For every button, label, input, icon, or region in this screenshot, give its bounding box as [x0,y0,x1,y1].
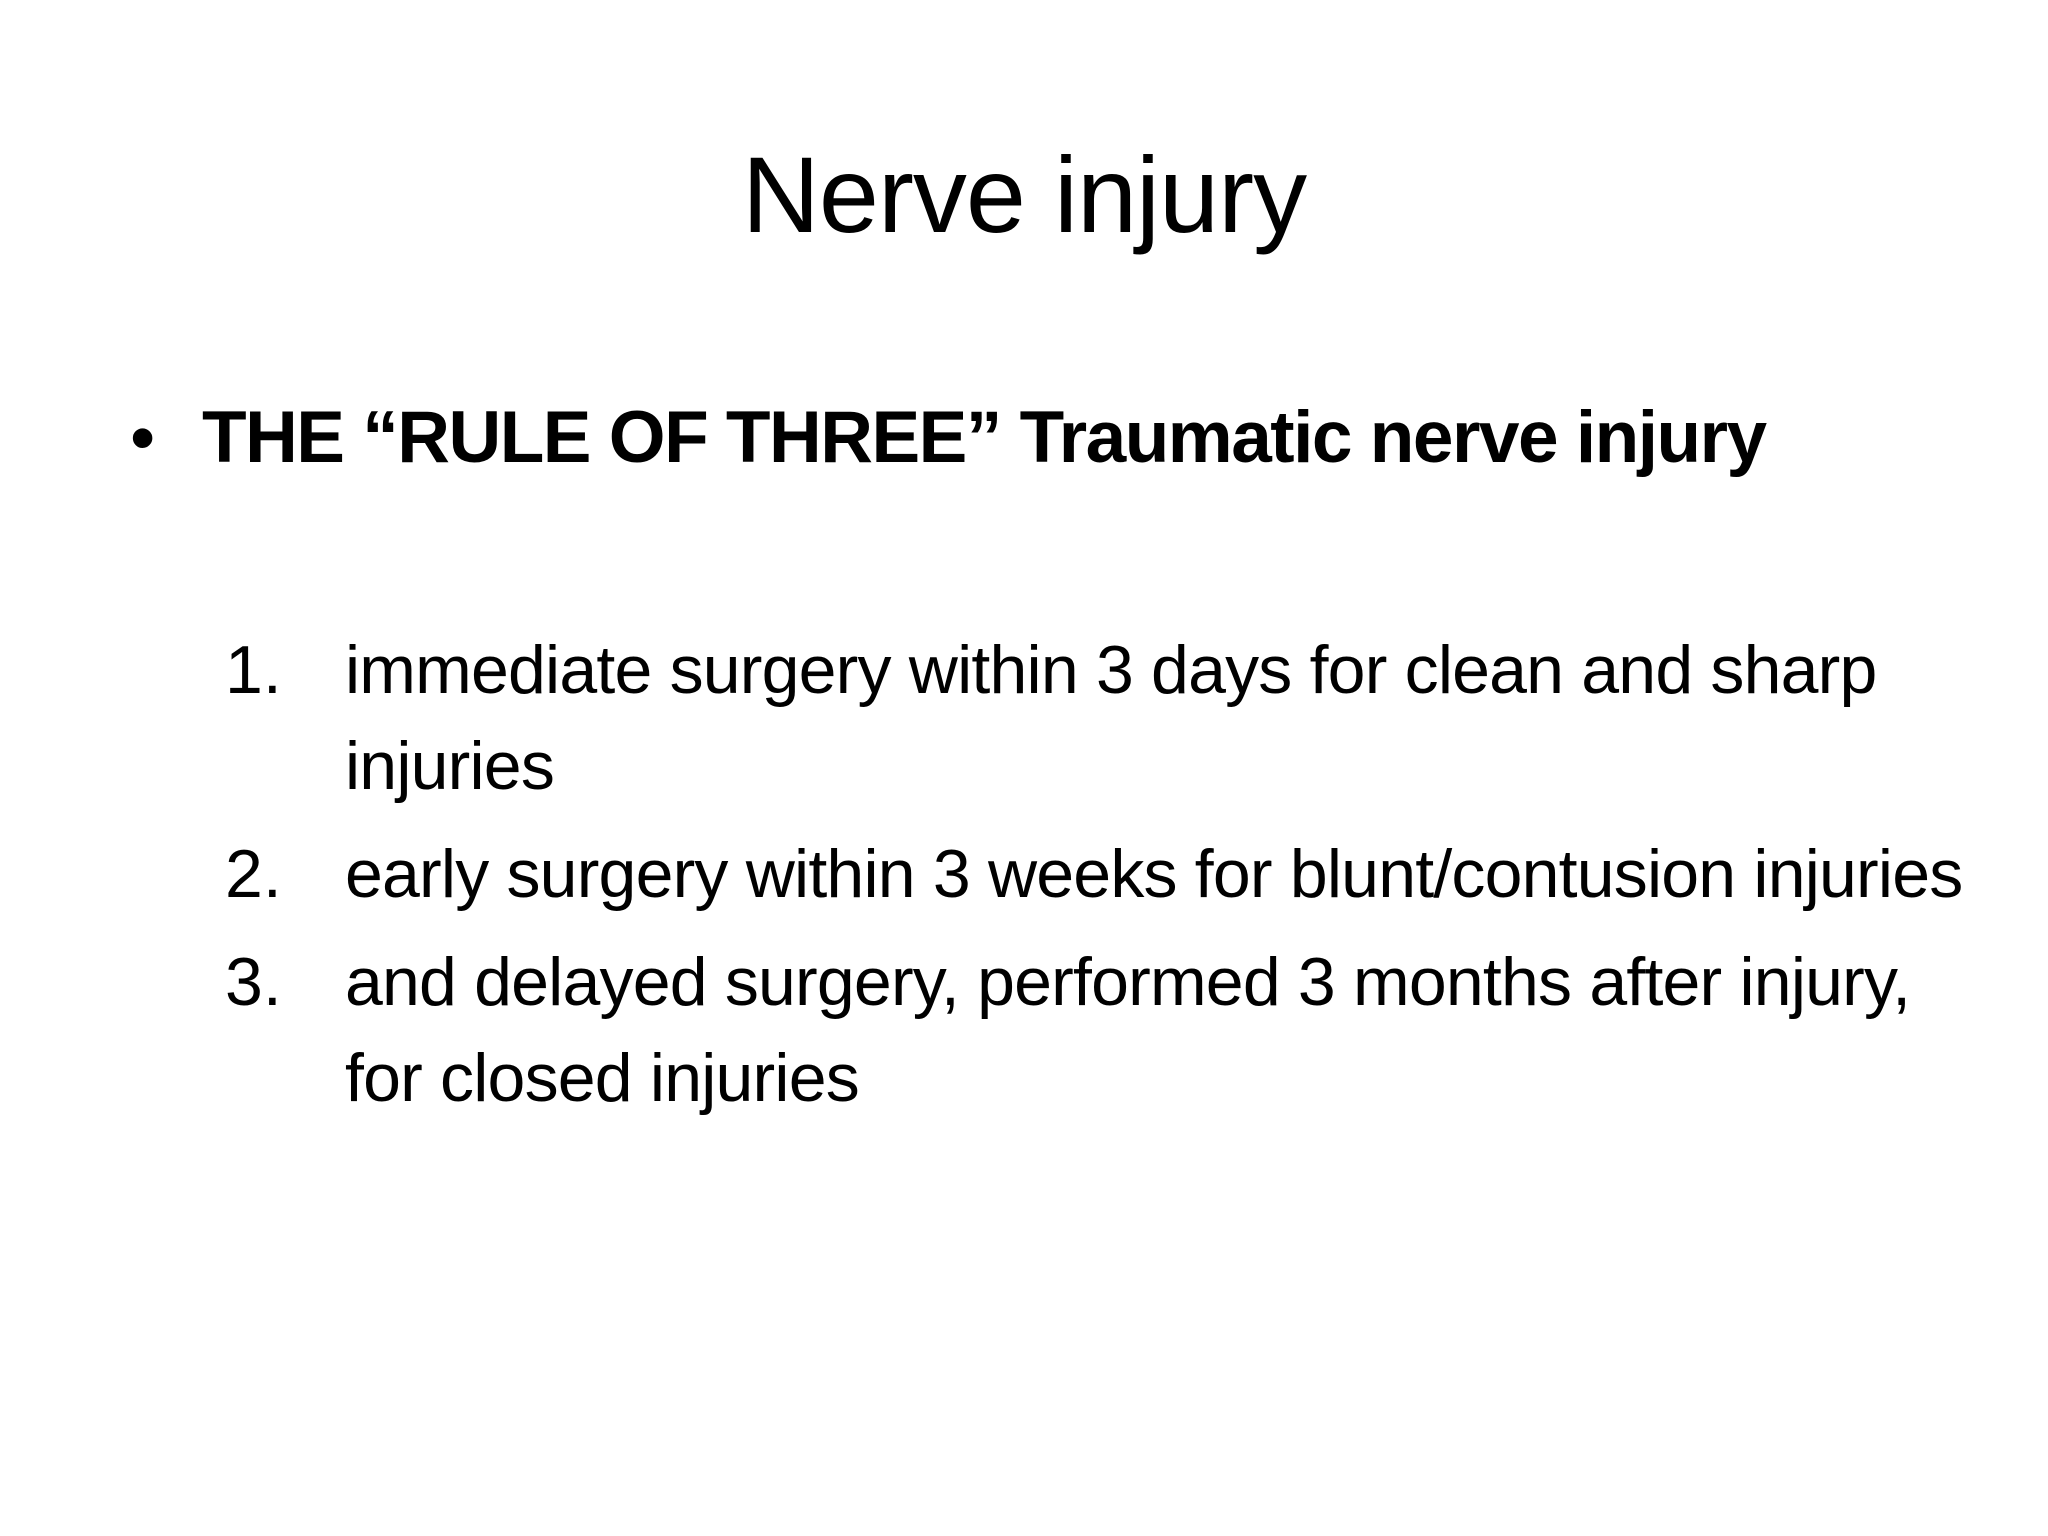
bullet-text: THE “RULE OF THREE” Traumatic nerve injury [202,397,1766,478]
list-item-number: 3. [225,944,282,1020]
list-item-text: and delayed surgery, performed 3 months after injury, for closed injuries [345,944,1911,1116]
list-item-number: 1. [225,632,282,708]
list-item-text: immediate surgery within 3 days for clean and sharp injuries [345,632,1877,804]
bullet-item [130,388,1950,488]
list-item-text: early surgery within 3 weeks for blunt/contusion injuries [345,836,1963,912]
list-item [225,622,2005,814]
numbered-list [225,622,2005,1138]
list-item [225,826,2005,922]
bullet-dot-icon: • [130,398,156,478]
slide-title: Nerve injury [741,134,1307,255]
list-item [225,934,2005,1126]
list-item-number: 2. [225,836,282,912]
